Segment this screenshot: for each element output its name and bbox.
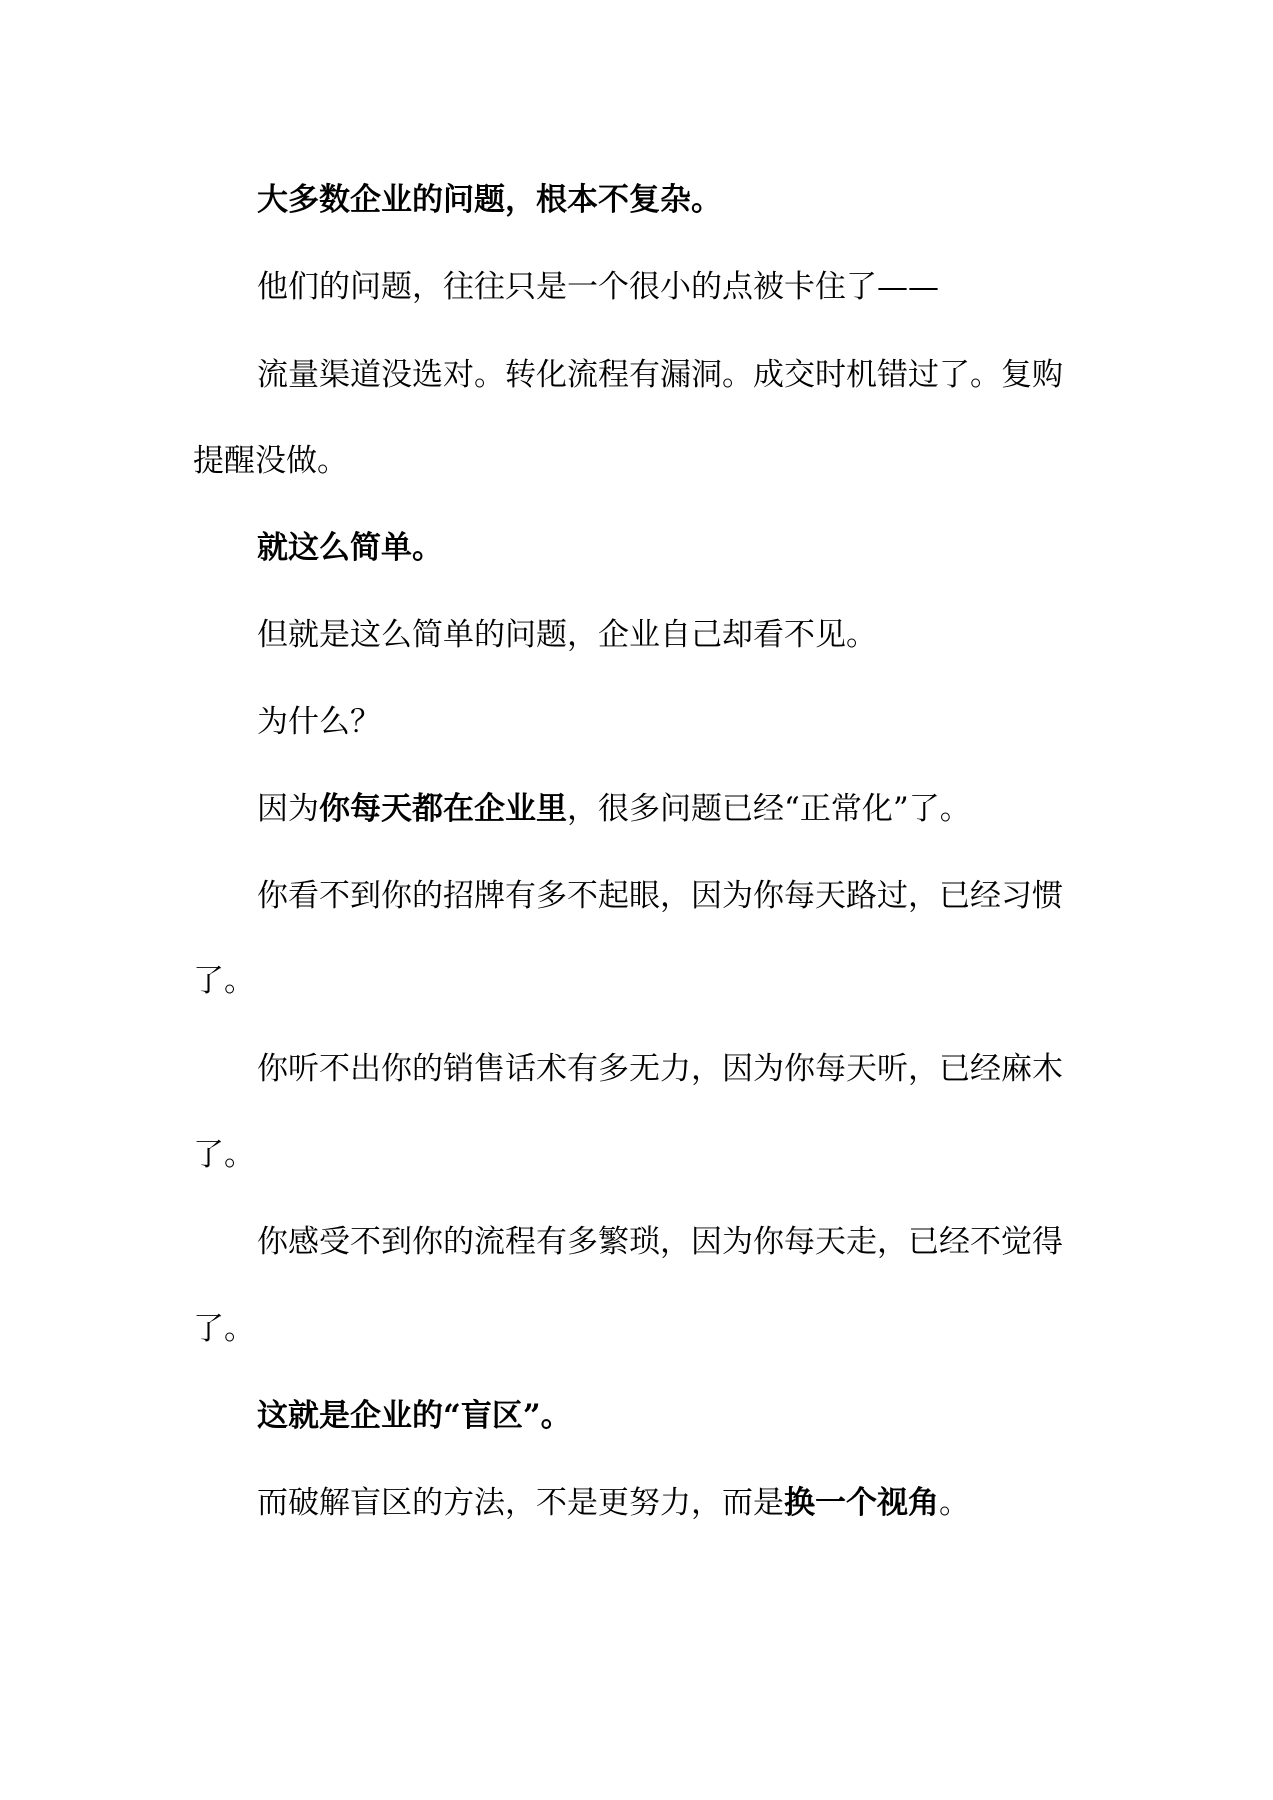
paragraph-3-line-2: 提醒没做。	[193, 443, 348, 479]
paragraph-10-line-1: 你感受不到你的流程有多繁琐，因为你每天走，已经不觉得	[257, 1224, 1063, 1260]
paragraph-10-line-2: 了。	[193, 1311, 255, 1347]
paragraph-4: 就这么简单。	[257, 530, 443, 566]
paragraph-7-post: ，很多问题已经“正常化”了。	[567, 791, 971, 827]
paragraph-11: 这就是企业的“盲区”。	[257, 1398, 572, 1434]
paragraph-12-pre: 而破解盲区的方法，不是更努力，而是	[257, 1485, 784, 1521]
paragraph-7	[257, 789, 971, 829]
paragraph-8-line-1: 你看不到你的招牌有多不起眼，因为你每天路过，已经习惯	[257, 878, 1063, 914]
paragraph-12	[257, 1483, 970, 1523]
paragraph-7-emphasis: 你每天都在企业里	[319, 791, 567, 827]
paragraph-7-pre: 因为	[257, 791, 319, 827]
paragraph-12-emphasis: 换一个视角	[784, 1485, 939, 1521]
paragraph-1: 大多数企业的问题，根本不复杂。	[257, 182, 722, 218]
paragraph-3-line-1: 流量渠道没选对。转化流程有漏洞。成交时机错过了。复购	[257, 357, 1063, 393]
paragraph-12-post: 。	[939, 1485, 970, 1521]
paragraph-5: 但就是这么简单的问题，企业自己却看不见。	[257, 617, 877, 653]
paragraph-9-line-1: 你听不出你的销售话术有多无力，因为你每天听，已经麻木	[257, 1051, 1063, 1087]
paragraph-9-line-2: 了。	[193, 1137, 255, 1173]
paragraph-8-line-2: 了。	[193, 963, 255, 999]
paragraph-6: 为什么？	[257, 704, 381, 740]
paragraph-2: 他们的问题，往往只是一个很小的点被卡住了——	[257, 269, 939, 305]
